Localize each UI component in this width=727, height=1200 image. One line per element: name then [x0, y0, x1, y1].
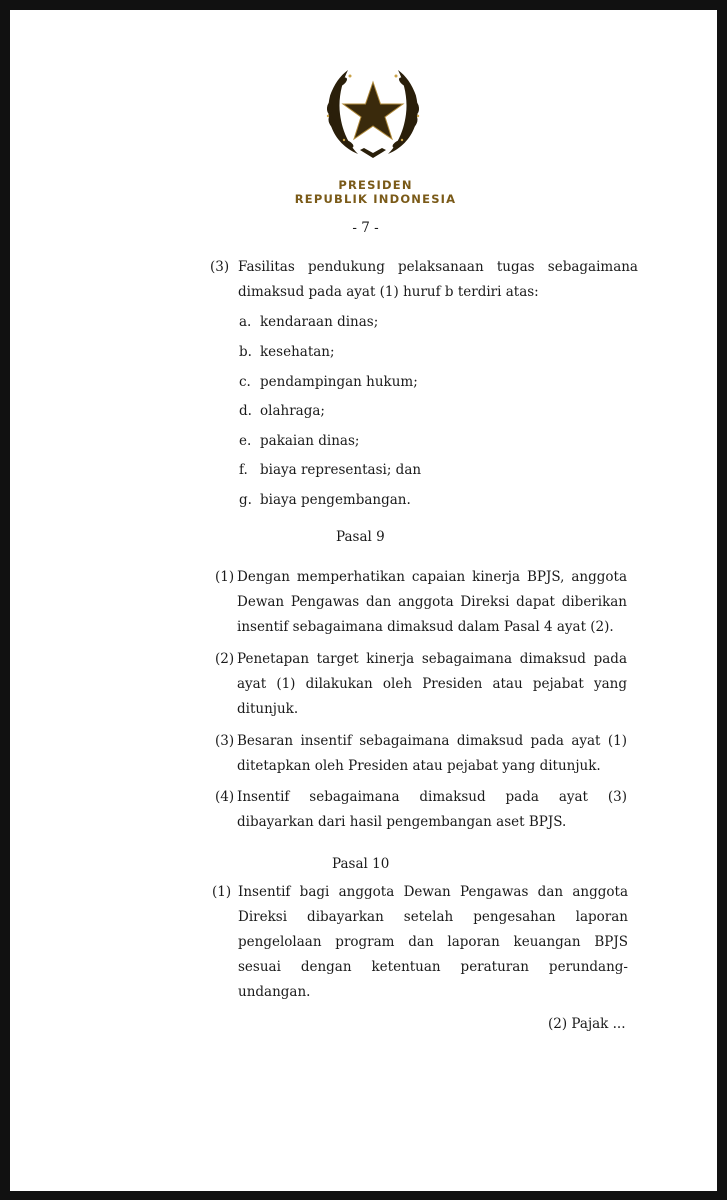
clause-text-line: dimaksud pada ayat (1) huruf b terdiri atas: — [238, 284, 539, 300]
list-item-text: pendampingan hukum; — [260, 374, 418, 390]
clause-text-line: dibayarkan dari hasil pengembangan aset BPJS. — [237, 814, 567, 830]
clause-text-line: Insentif bagi anggota Dewan Pengawas dan anggota — [238, 884, 628, 900]
list-item-letter: f. — [239, 462, 248, 478]
list-item-letter: c. — [239, 374, 251, 390]
list-item-letter: e. — [239, 433, 252, 449]
list-item-letter: g. — [239, 492, 252, 508]
document-page — [10, 10, 717, 1191]
header-title-republic: REPUBLIK INDONESIA — [294, 192, 457, 206]
list-item-text: biaya pengembangan. — [260, 492, 411, 508]
clause-number: (3) — [215, 733, 235, 749]
clause-text-line: Penetapan target kinerja sebagaimana dimaksud pada — [237, 651, 627, 667]
clause-text-line: ditunjuk. — [237, 701, 299, 717]
clause-number: (1) — [215, 569, 235, 585]
article-heading: Pasal 9 — [336, 529, 385, 545]
clause-text-line: pengelolaan program dan laporan keuangan BPJS — [238, 934, 628, 950]
list-item-letter: a. — [239, 314, 252, 330]
clause-number: (3) — [210, 259, 230, 275]
page-number: - 7 - — [352, 220, 379, 236]
clause-text-line: Dewan Pengawas dan anggota Direksi dapat diberikan — [237, 594, 627, 610]
presidential-emblem-icon — [320, 64, 426, 160]
list-item-text: olahraga; — [260, 403, 325, 419]
clause-number: (2) — [215, 651, 235, 667]
list-item-letter: d. — [239, 403, 252, 419]
page-continuation: (2) Pajak ... — [548, 1016, 626, 1032]
clause-text-line: Dengan memperhatikan capaian kinerja BPJS, anggota — [237, 569, 627, 585]
clause-text-line: Fasilitas pendukung pelaksanaan tugas sebagaimana — [238, 259, 638, 275]
list-item-text: kesehatan; — [260, 344, 335, 360]
clause-text-line: sesuai dengan ketentuan peraturan perundang- — [238, 959, 628, 975]
clause-text-line: Besaran insentif sebagaimana dimaksud pada ayat (1) — [237, 733, 627, 749]
list-item-text: kendaraan dinas; — [260, 314, 379, 330]
header-title-president: PRESIDEN — [338, 178, 413, 192]
clause-text-line: undangan. — [238, 984, 311, 1000]
clause-text-line: Insentif sebagaimana dimaksud pada ayat (3) — [237, 789, 627, 805]
clause-text-line: Direksi dibayarkan setelah pengesahan laporan — [238, 909, 628, 925]
clause-number: (4) — [215, 789, 235, 805]
clause-number: (1) — [212, 884, 232, 900]
list-item-text: pakaian dinas; — [260, 433, 360, 449]
clause-text-line: ayat (1) dilakukan oleh Presiden atau pejabat yang — [237, 676, 627, 692]
article-heading: Pasal 10 — [332, 856, 390, 872]
clause-text-line: ditetapkan oleh Presiden atau pejabat yang ditunjuk. — [237, 758, 601, 774]
list-item-text: biaya representasi; dan — [260, 462, 422, 478]
clause-text-line: insentif sebagaimana dimaksud dalam Pasal 4 ayat (2). — [237, 619, 614, 635]
list-item-letter: b. — [239, 344, 252, 360]
